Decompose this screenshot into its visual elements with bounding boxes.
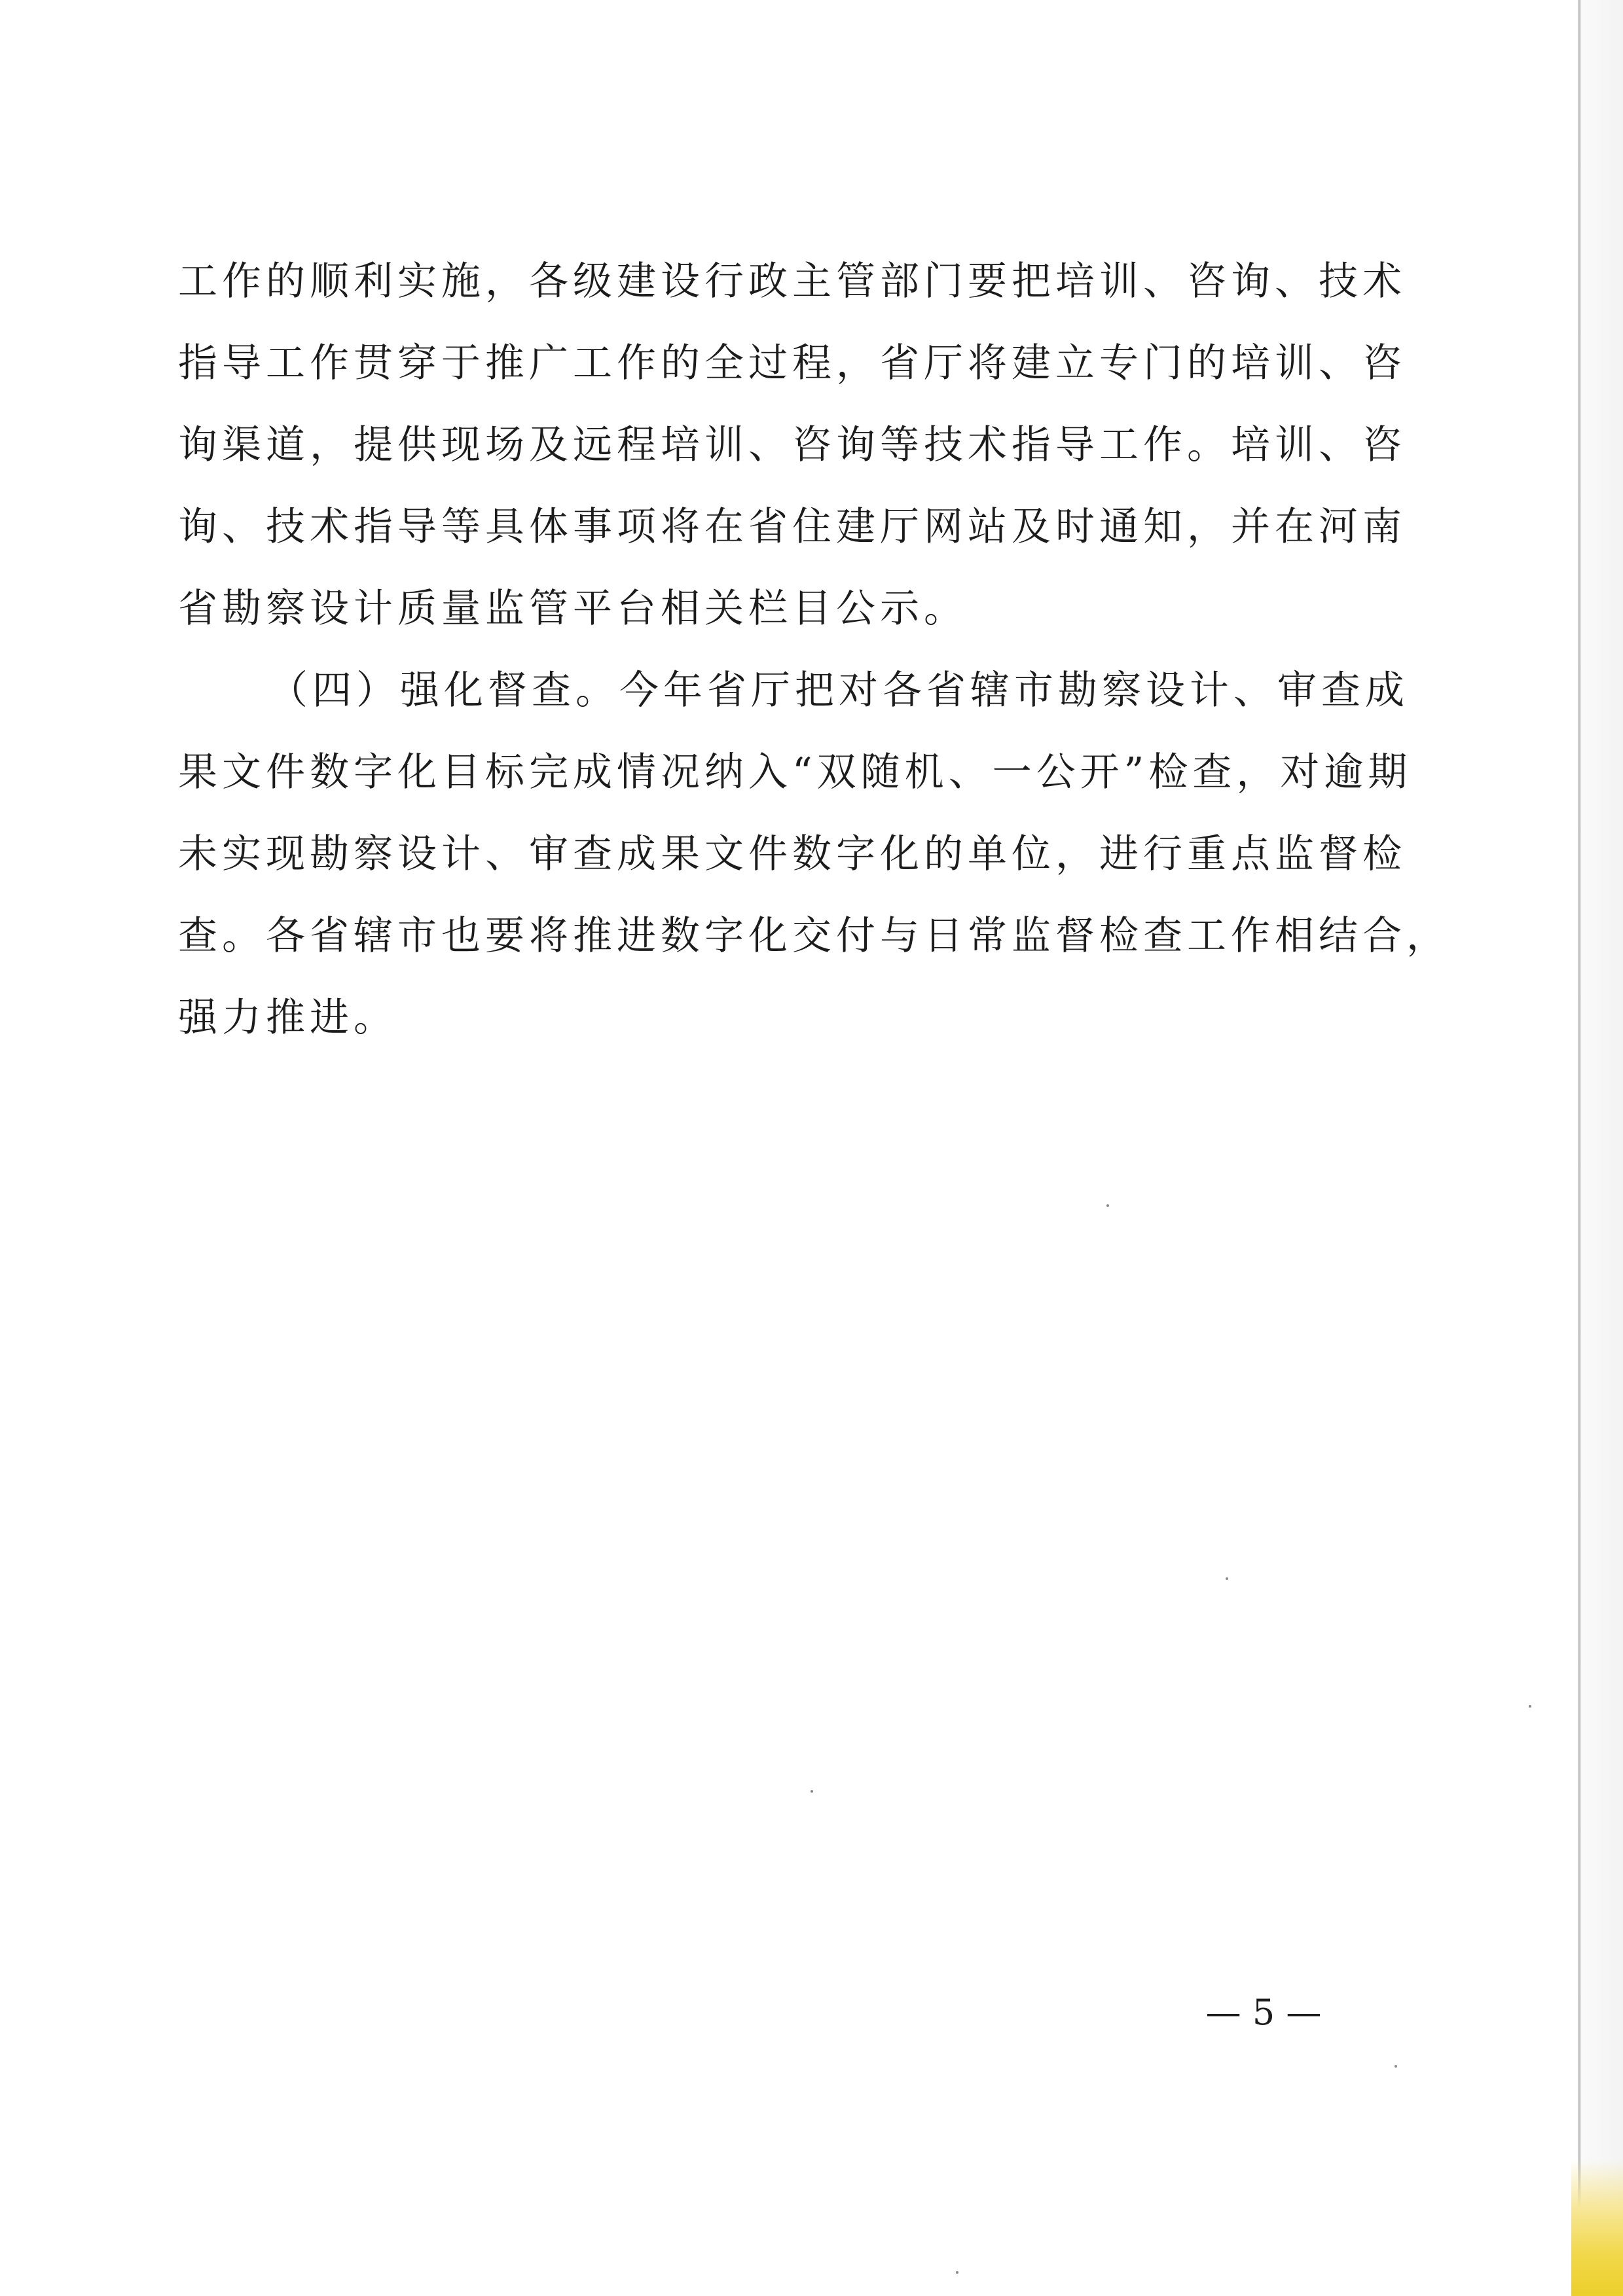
page-number: — 5 — xyxy=(1205,1992,1322,2033)
body-text xyxy=(178,241,1450,1059)
text-line: 指导工作贯穿于推广工作的全过程，省厅将建立专门的培训、咨 xyxy=(178,340,1406,386)
text-line: 果文件数字化目标完成情况纳入“双随机、一公开”检查，对逾期 xyxy=(178,749,1412,795)
paragraph-training-support xyxy=(178,241,1406,650)
scan-speck xyxy=(1226,1577,1228,1580)
scan-speck xyxy=(1106,1204,1109,1207)
scan-edge-strip xyxy=(1581,0,1623,2296)
scan-speck xyxy=(1529,1705,1531,1708)
text-line: 查。各省辖市也要将推进数字化交付与日常监督检查工作相结合， xyxy=(178,913,1450,959)
scan-edge-highlight xyxy=(1571,2160,1623,2296)
scan-edge-line xyxy=(1578,0,1581,2296)
scan-speck xyxy=(1395,2065,1397,2068)
scan-speck xyxy=(811,1790,813,1793)
text-line: （四）强化督查。今年省厅把对各省辖市勘察设计、审查成 xyxy=(268,668,1409,713)
text-line: 询渠道，提供现场及远程培训、咨询等技术指导工作。培训、咨 xyxy=(178,422,1406,468)
text-line: 工作的顺利实施，各级建设行政主管部门要把培训、咨询、技术 xyxy=(178,259,1406,304)
scan-speck xyxy=(956,2271,958,2274)
text-line: 未实现勘察设计、审查成果文件数字化的单位，进行重点监督检 xyxy=(178,831,1406,877)
text-line: 询、技术指导等具体事项将在省住建厅网站及时通知，并在河南 xyxy=(178,504,1406,550)
text-line: 省勘察设计质量监管平台相关栏目公示。 xyxy=(178,586,968,632)
paragraph-strengthen-supervision xyxy=(178,650,1450,1059)
text-line: 强力推进。 xyxy=(178,995,397,1041)
